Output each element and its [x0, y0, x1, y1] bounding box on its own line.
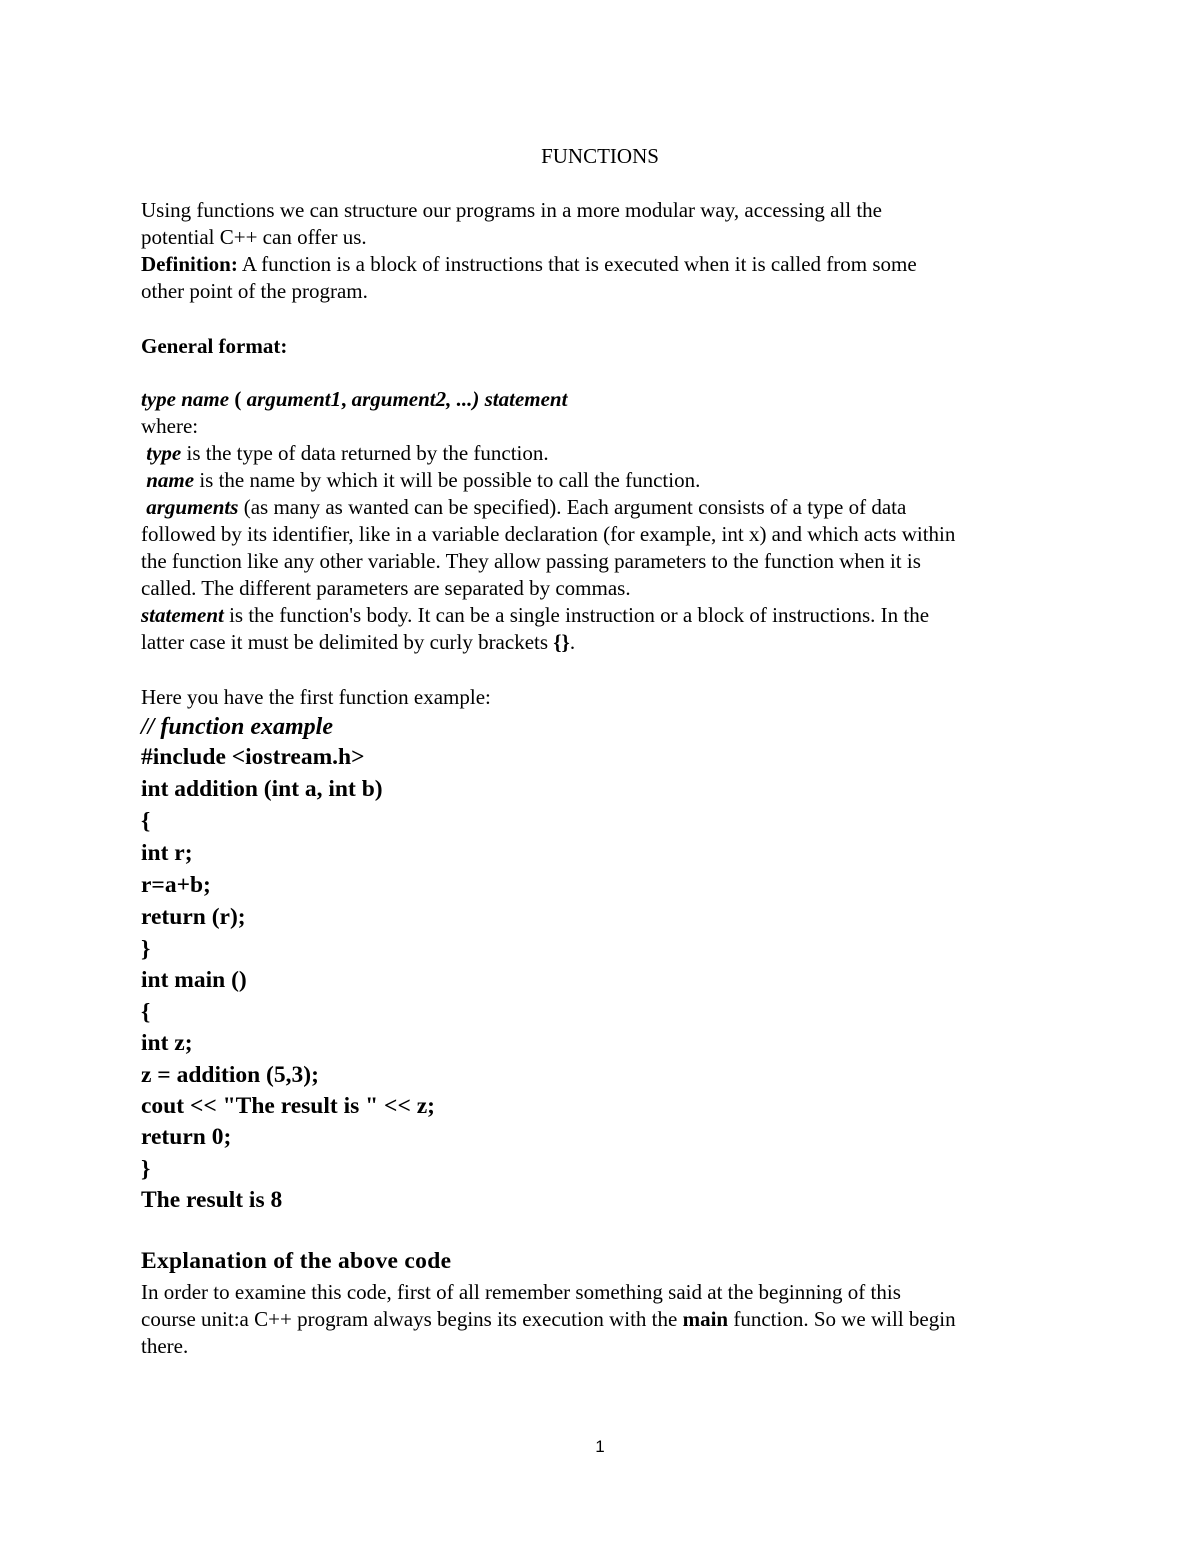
- page-title: FUNCTIONS: [541, 144, 659, 168]
- code-line: cout << "The result is " << z;: [141, 1093, 435, 1119]
- format-arg1: argument1: [246, 387, 342, 411]
- name-term: name: [146, 468, 195, 492]
- format-open-paren: (: [229, 387, 247, 411]
- arguments-term: arguments: [146, 495, 239, 519]
- explanation-heading: Explanation of the above code: [141, 1248, 452, 1274]
- arguments-desc: (as many as wanted can be specified). Each argument consists of a type of data: [238, 495, 907, 519]
- definition-line-1: [141, 254, 917, 275]
- code-line: }: [141, 1156, 151, 1182]
- code-line: int z;: [141, 1030, 193, 1056]
- curly-brackets: {}: [553, 630, 570, 654]
- type-desc: is the type of data returned by the function.: [181, 441, 549, 465]
- arguments-line-3: the function like any other variable. They allow passing parameters to the function when it is: [141, 549, 921, 573]
- code-line: int r;: [141, 840, 193, 866]
- explanation-line2-post: function. So we will begin: [728, 1307, 956, 1331]
- definition-text: A function is a block of instructions that is executed when it is called from some: [237, 252, 917, 276]
- code-line: #include <iostream.h>: [141, 744, 365, 770]
- code-line: int addition (int a, int b): [141, 776, 383, 802]
- statement-line-1: [141, 605, 929, 626]
- arguments-line-4: called. The different parameters are separated by commas.: [141, 576, 631, 600]
- code-line: r=a+b;: [141, 872, 211, 898]
- type-term: type: [146, 441, 182, 465]
- general-format-label: General format:: [141, 334, 288, 358]
- explanation-line-2: [141, 1309, 956, 1330]
- explanation-line-1: In order to examine this code, first of all remember something said at the beginning of this: [141, 1280, 901, 1304]
- intro-line-1: Using functions we can structure our programs in a more modular way, accessing all the: [141, 198, 882, 222]
- where-label: where:: [141, 414, 199, 438]
- example-intro: Here you have the first function example:: [141, 685, 491, 709]
- page-number: 1: [595, 1437, 605, 1456]
- statement-line2-pre: latter case it must be delimited by curly brackets: [141, 630, 554, 654]
- code-line: {: [141, 808, 151, 834]
- format-line: [141, 389, 567, 410]
- definition-line-2: other point of the program.: [141, 279, 368, 303]
- code-line: int main (): [141, 967, 247, 993]
- type-line: [141, 443, 549, 464]
- code-line: {: [141, 999, 151, 1025]
- name-desc: is the name by which it will be possible to call the function.: [194, 468, 701, 492]
- name-line: [141, 470, 700, 491]
- explanation-line-3: there.: [141, 1334, 189, 1358]
- main-keyword: main: [682, 1307, 729, 1331]
- code-line: return (r);: [141, 904, 246, 930]
- intro-line-2: potential C++ can offer us.: [141, 225, 367, 249]
- format-type-name: type name: [141, 387, 230, 411]
- code-comment: // function example: [141, 714, 333, 740]
- statement-desc: is the function's body. It can be a single instruction or a block of instructions. In the: [223, 603, 930, 627]
- format-rest: , ...) statement: [446, 387, 568, 411]
- explanation-line2-pre: course unit:a C++ program always begins its execution with the: [141, 1307, 683, 1331]
- code-line: return 0;: [141, 1124, 232, 1150]
- arguments-line-1: [141, 497, 906, 518]
- arguments-line-2: followed by its identifier, like in a variable declaration (for example, int x) and which acts within: [141, 522, 956, 546]
- definition-label: Definition:: [141, 252, 238, 276]
- statement-term: statement: [141, 603, 224, 627]
- format-comma: ,: [341, 387, 352, 411]
- code-line: }: [141, 936, 151, 962]
- statement-line2-post: .: [569, 630, 576, 654]
- code-output: The result is 8: [141, 1187, 283, 1213]
- statement-line-2: [141, 632, 575, 653]
- format-arg2: argument2: [351, 387, 447, 411]
- code-line: z = addition (5,3);: [141, 1062, 319, 1088]
